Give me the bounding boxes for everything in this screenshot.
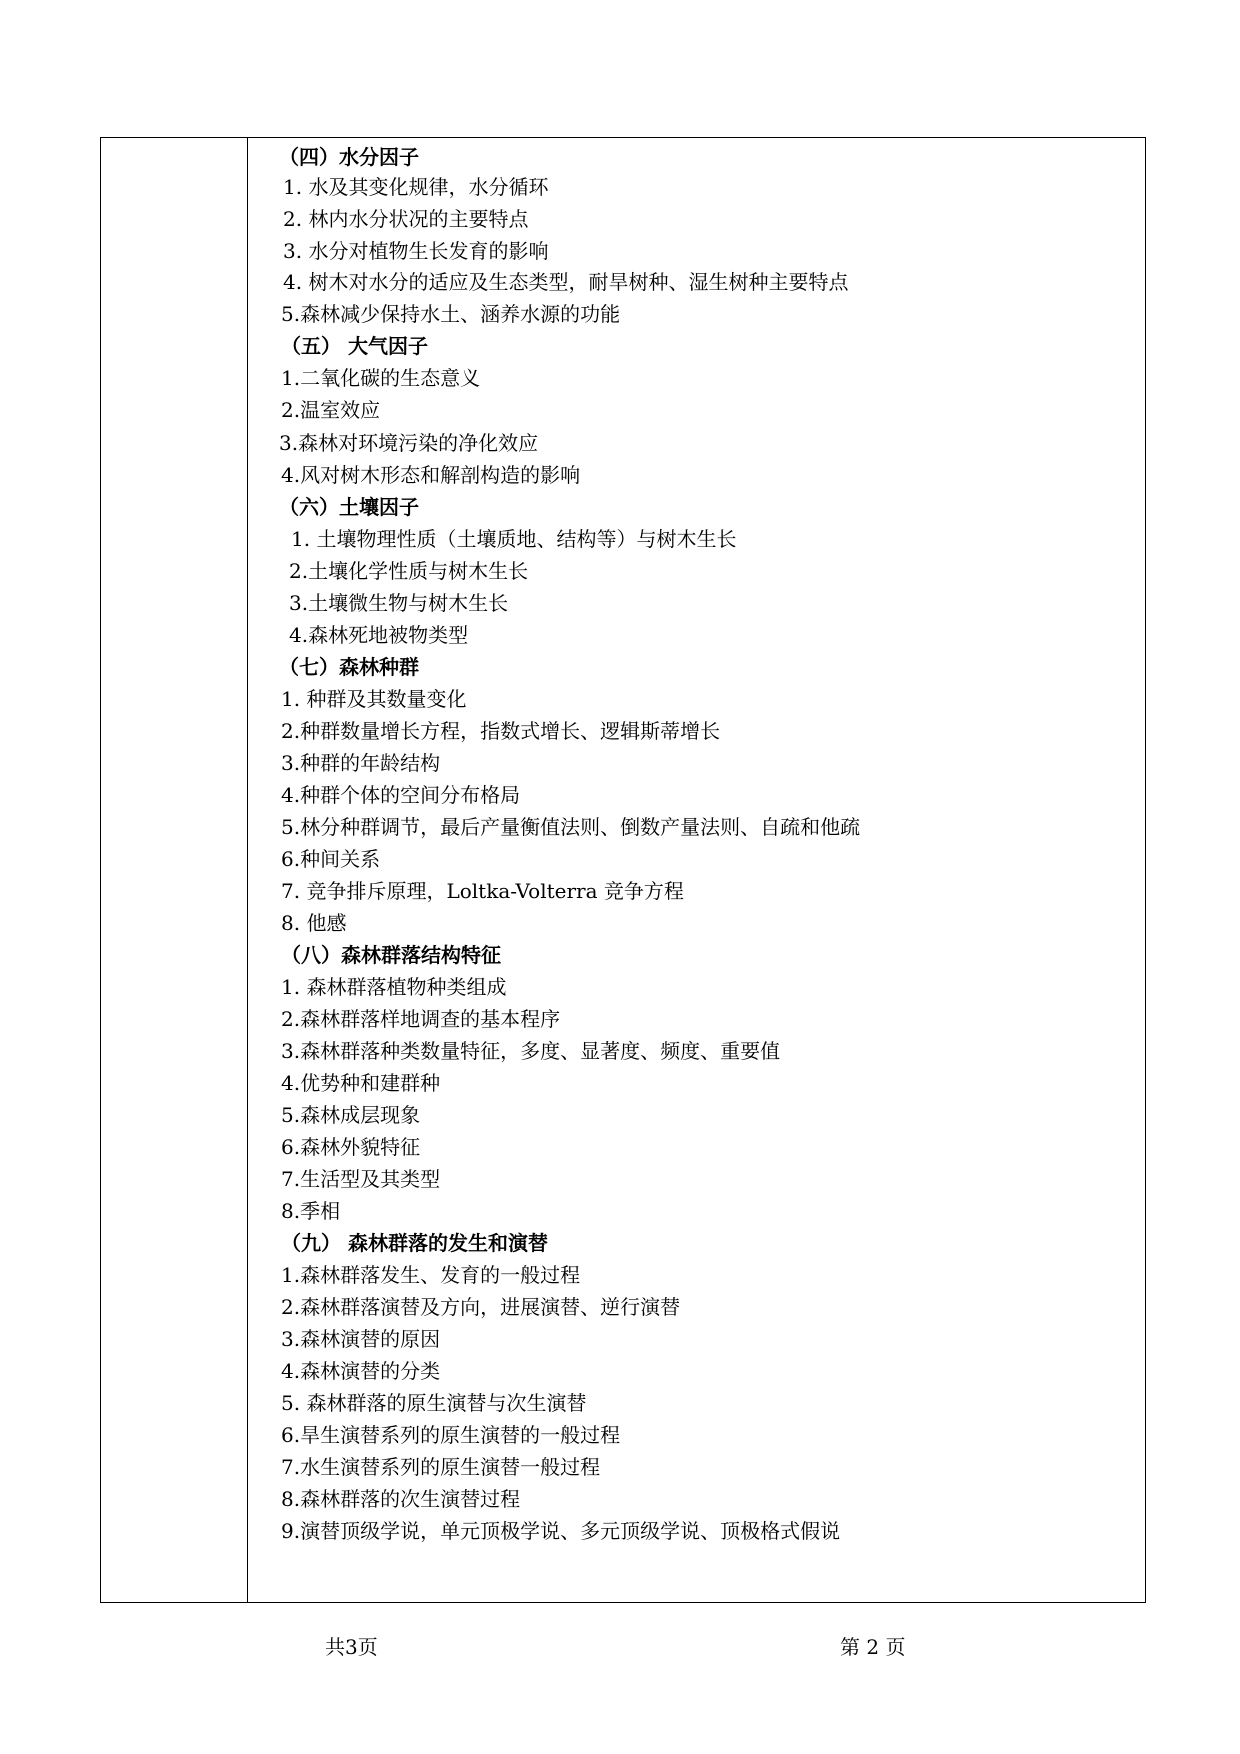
footer-page-number: 第 2 页 bbox=[840, 1635, 906, 1659]
outline-item: 3.种群的年龄结构 bbox=[281, 751, 441, 775]
outline-item: 7.水生演替系列的原生演替一般过程 bbox=[281, 1455, 601, 1479]
outline-item: 3.森林群落种类数量特征，多度、显著度、频度、重要值 bbox=[281, 1039, 781, 1063]
outline-item: 2. 林内水分状况的主要特点 bbox=[283, 207, 529, 231]
outline-item: 9.演替顶级学说，单元顶极学说、多元顶级学说、顶极格式假说 bbox=[281, 1519, 841, 1543]
outline-table bbox=[100, 137, 1146, 1603]
outline-item: 5.林分种群调节，最后产量衡值法则、倒数产量法则、自疏和他疏 bbox=[281, 815, 861, 839]
outline-item: 3. 水分对植物生长发育的影响 bbox=[283, 239, 549, 263]
section-heading: （九） 森林群落的发生和演替 bbox=[281, 1231, 548, 1255]
outline-item: 5.森林成层现象 bbox=[281, 1103, 421, 1127]
outline-item: 6.旱生演替系列的原生演替的一般过程 bbox=[281, 1423, 621, 1447]
outline-item: 8. 他感 bbox=[281, 911, 347, 935]
outline-item: 5. 森林群落的原生演替与次生演替 bbox=[281, 1391, 587, 1415]
outline-item: 3.森林演替的原因 bbox=[281, 1327, 441, 1351]
outline-item: 5.森林减少保持水土、涵养水源的功能 bbox=[281, 302, 621, 326]
outline-item: 6.森林外貌特征 bbox=[281, 1135, 421, 1159]
outline-item: 3.森林对环境污染的净化效应 bbox=[279, 431, 539, 455]
outline-item: 1. 土壤物理性质（土壤质地、结构等）与树木生长 bbox=[291, 527, 737, 551]
outline-item: 2.森林群落样地调查的基本程序 bbox=[281, 1007, 561, 1031]
outline-item: 1. 森林群落植物种类组成 bbox=[281, 975, 507, 999]
outline-item: 7.生活型及其类型 bbox=[281, 1167, 441, 1191]
outline-item: 7. 竞争排斥原理，Loltka-Volterra 竞争方程 bbox=[281, 879, 684, 903]
outline-item: 2.土壤化学性质与树木生长 bbox=[289, 559, 529, 583]
outline-item: 2.森林群落演替及方向，进展演替、逆行演替 bbox=[281, 1295, 681, 1319]
section-heading: （七）森林种群 bbox=[279, 655, 419, 679]
outline-item: 6.种间关系 bbox=[281, 847, 381, 871]
outline-item: 4.种群个体的空间分布格局 bbox=[281, 783, 521, 807]
outline-item: 2.温室效应 bbox=[281, 398, 381, 422]
section-heading: （五） 大气因子 bbox=[281, 334, 428, 358]
outline-item: 1.森林群落发生、发育的一般过程 bbox=[281, 1263, 581, 1287]
outline-item: 8.季相 bbox=[281, 1199, 341, 1223]
outline-item: 4.风对树木形态和解剖构造的影响 bbox=[281, 463, 581, 487]
outline-item: 1. 水及其变化规律，水分循环 bbox=[283, 175, 549, 199]
section-heading: （八）森林群落结构特征 bbox=[281, 943, 501, 967]
outline-item: 8.森林群落的次生演替过程 bbox=[281, 1487, 521, 1511]
section-heading: （六）土壤因子 bbox=[279, 495, 419, 519]
outline-item: 4. 树木对水分的适应及生态类型，耐旱树种、湿生树种主要特点 bbox=[283, 270, 849, 294]
outline-item: 2.种群数量增长方程，指数式增长、逻辑斯蒂增长 bbox=[281, 719, 721, 743]
outline-item: 4.优势种和建群种 bbox=[281, 1071, 441, 1095]
outline-item: 4.森林演替的分类 bbox=[281, 1359, 441, 1383]
outline-item: 3.土壤微生物与树木生长 bbox=[289, 591, 509, 615]
content-column bbox=[101, 138, 1145, 1602]
outline-item: 1. 种群及其数量变化 bbox=[281, 687, 467, 711]
outline-item: 1.二氧化碳的生态意义 bbox=[281, 366, 481, 390]
footer-total-pages: 共3页 bbox=[325, 1635, 378, 1659]
outline-item: 4.森林死地被物类型 bbox=[289, 623, 469, 647]
section-heading: （四）水分因子 bbox=[279, 145, 419, 169]
